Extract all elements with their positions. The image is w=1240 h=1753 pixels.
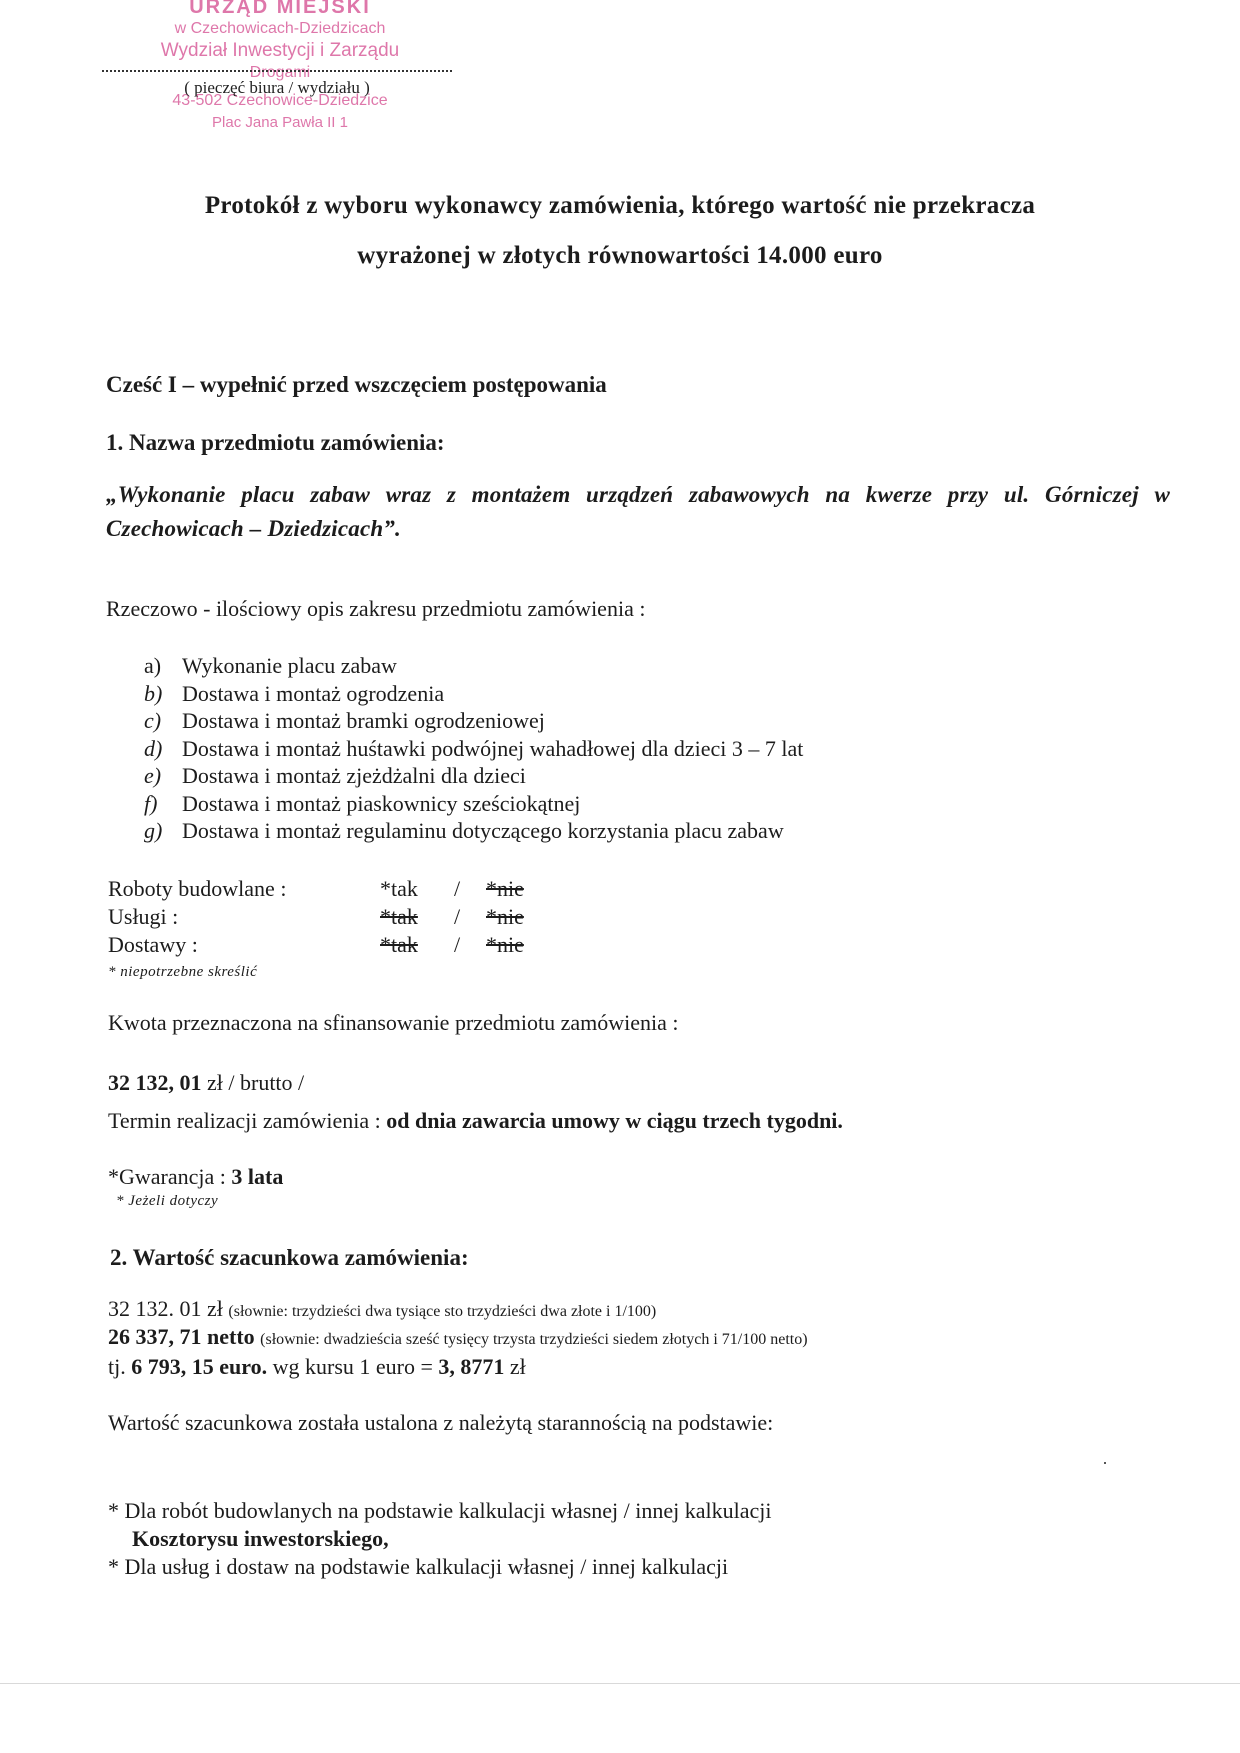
item-marker: b) <box>144 680 163 706</box>
item-text: Dostawa i montaż piaskownicy sześciokątnej <box>182 790 581 816</box>
office-signature-line <box>102 70 452 72</box>
section2-heading: 2. Wartość szacunkowa zamówienia: <box>110 1245 469 1270</box>
gross-value-line <box>108 1296 656 1322</box>
item-text: Wykonanie placu zabaw <box>182 653 397 678</box>
item-text: Dostawa i montaż huśtawki podwójnej wahadłowej dla dzieci 3 – 7 lat <box>182 735 804 761</box>
section1-heading: 1. Nazwa przedmiotu zamówienia: <box>106 430 445 455</box>
stamp-line: Wydział Inwestycji i Zarządu <box>160 40 400 61</box>
deadline-label: Termin realizacji zamówienia : <box>108 1108 381 1133</box>
euro-prefix: tj. <box>108 1354 126 1379</box>
euro-value-line <box>108 1354 526 1380</box>
rate-value: 3, 8771 <box>438 1354 505 1379</box>
gross-amount: 32 132. 01 zł <box>108 1296 223 1321</box>
rate-suffix: zł <box>509 1354 526 1379</box>
category-separator: / <box>454 932 461 957</box>
stamp-line: Plac Jana Pawła II 1 <box>212 114 348 131</box>
item-text: Dostawa i montaż regulaminu dotyczącego korzystania placu zabaw <box>182 818 784 843</box>
net-value-line <box>108 1324 808 1350</box>
category-separator: / <box>454 904 461 929</box>
part1-heading: Cześć I – wypełnić przed wszczęciem postępowania <box>106 372 607 397</box>
funding-label: Kwota przeznaczona na sfinansowanie przedmiotu zamówienia : <box>108 1010 679 1035</box>
category-yes-option: *tak <box>380 876 418 901</box>
stamp-line: Drogami <box>249 64 311 81</box>
item-marker: f) <box>144 790 158 816</box>
item-text: Dostawa i montaż zjeżdżalni dla dzieci <box>182 763 526 788</box>
warranty-value: 3 lata <box>231 1164 284 1189</box>
deadline-value: od dnia zawarcia umowy w ciągu trzech tygodni. <box>386 1108 843 1133</box>
category-no-option: *nie <box>486 932 524 957</box>
category-no-option: *nie <box>486 876 524 901</box>
stamp-line: URZĄD MIEJSKI <box>189 0 371 18</box>
scan-edge-line <box>0 1683 1240 1684</box>
category-separator: / <box>454 876 461 901</box>
list-item <box>144 762 803 790</box>
list-item <box>144 817 803 845</box>
basis-label: Wartość szacunkowa została ustalona z należytą starannością na podstawie: <box>108 1410 774 1435</box>
works-basis-detail: Kosztorysu inwestorskiego, <box>132 1526 389 1551</box>
item-marker: c) <box>144 708 162 733</box>
item-marker: e) <box>144 763 162 788</box>
euro-amount: 6 793, 15 euro. <box>131 1354 268 1379</box>
document-title-line2: wyrażonej w złotych równowartości 14.000 euro <box>357 242 883 269</box>
warranty-note: * Jeżeli dotyczy <box>116 1193 219 1209</box>
stamp-line: w Czechowicach-Dziedzicach <box>174 20 386 37</box>
services-basis: * Dla usług i dostaw na podstawie kalkulacji własnej / innej kalkulacji <box>108 1554 729 1579</box>
net-words: (słownie: dwadzieścia sześć tysięcy trzysta trzydzieści siedem złotych i 71/100 netto) <box>260 1331 808 1348</box>
warranty-label: *Gwarancja : <box>108 1164 226 1189</box>
list-item <box>144 790 803 818</box>
deadline-line <box>108 1108 843 1134</box>
stamp-line: 43-502 Czechowice-Dziedzice <box>172 92 388 109</box>
office-caption: ( pieczęć biura / wydziału ) <box>184 78 370 97</box>
list-item <box>144 652 803 680</box>
list-item <box>144 735 803 763</box>
funding-amount: 32 132, 01 <box>108 1070 202 1095</box>
category-label: Dostawy : <box>108 932 198 957</box>
works-basis: * Dla robót budowlanych na podstawie kalkulacji własnej / innej kalkulacji <box>108 1498 772 1523</box>
category-yes-option: *tak <box>380 904 418 929</box>
list-item <box>144 680 803 708</box>
item-text: Dostawa i montaż ogrodzenia <box>182 680 445 706</box>
category-no-option: *nie <box>486 904 524 929</box>
rate-label: wg kursu 1 euro = <box>272 1354 433 1379</box>
scan-speck <box>1104 1462 1106 1464</box>
order-subject: „Wykonanie placu zabaw wraz z montażem urządzeń zabawowych na kwerze przy ul. Górniczej w Czechowicach – Dziedzicach”. <box>106 482 1170 541</box>
document-title-line1: Protokół z wyboru wykonawcy zamówienia, którego wartość nie przekracza <box>204 192 1036 219</box>
funding-line <box>108 1070 304 1096</box>
scope-items-list <box>144 652 803 845</box>
item-marker: d) <box>144 735 163 761</box>
office-stamp <box>120 0 440 134</box>
strike-note: * niepotrzebne skreślić <box>108 964 258 980</box>
gross-words: (słownie: trzydzieści dwa tysiące sto trzydzieści dwa złote i 1/100) <box>228 1303 657 1320</box>
item-text: Dostawa i montaż bramki ogrodzeniowej <box>182 708 545 733</box>
category-label: Roboty budowlane : <box>108 876 287 901</box>
warranty-line <box>108 1164 283 1190</box>
scope-description-label: Rzeczowo - ilościowy opis zakresu przedmiotu zamówienia : <box>106 596 646 621</box>
list-item <box>144 707 803 735</box>
net-amount: 26 337, 71 netto <box>108 1324 255 1349</box>
item-marker: a) <box>144 653 162 678</box>
item-marker: g) <box>144 818 163 843</box>
category-yes-option: *tak <box>380 932 418 957</box>
category-label: Usługi : <box>108 904 179 929</box>
funding-suffix: zł / brutto / <box>207 1070 305 1095</box>
